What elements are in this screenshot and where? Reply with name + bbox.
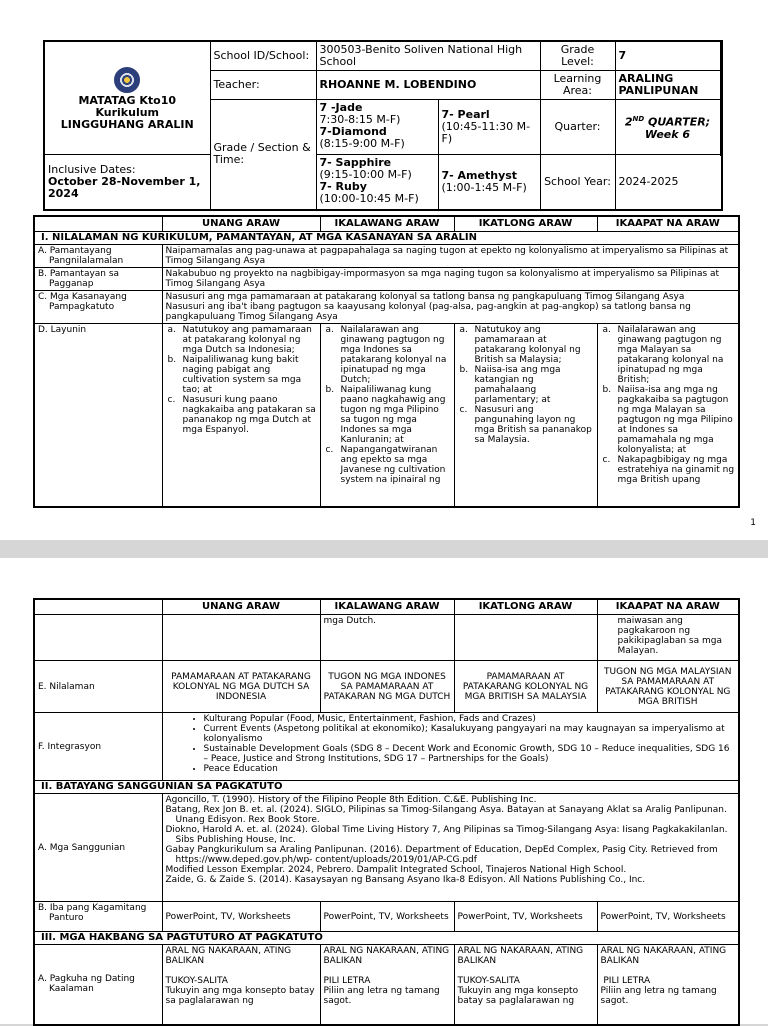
label-C: C. Mga Kasanayang Pampagkatuto — [34, 291, 162, 324]
objectives-day2-cont: mga Dutch. — [320, 615, 454, 661]
section-amethyst — [438, 155, 540, 210]
integration-item: • Peace Education — [204, 764, 736, 774]
school-label: School ID/School: — [210, 41, 316, 71]
section-time: (10:00-10:45 M-F) — [319, 192, 419, 205]
content-day1: PAMAMARAAN AT PATAKARANG KOLONYAL NG MGA DUTCH SA INDONESIA — [162, 661, 320, 713]
procedure-day1 — [162, 945, 320, 1025]
objectives-day2 — [320, 324, 454, 507]
lesson-header — [43, 40, 723, 211]
activity-title: PILI LETRA — [323, 976, 371, 986]
section-time: 7:30-8:15 M-F) — [319, 113, 401, 126]
objective-item: b. Naiisa-isa ang mga ng pagkakaiba sa pagtugon ng mga Malayan sa pagtugon ng mga Pilipino at Indones sa pamamahala ng mga kolonyalista; at — [602, 385, 733, 455]
grade-label: Grade Level: — [540, 41, 615, 71]
objectives-day3 — [454, 324, 597, 507]
procedure-heading: ARAL NG NAKARAAN, ATING BALIKAN — [600, 946, 727, 966]
section-name: 7 -Jade — [319, 101, 363, 114]
materials-day1: PowerPoint, TV, Worksheets — [162, 902, 320, 932]
reference-item: Agoncillo, T. (1990). History of the Filipino People 8th Edition. C.&E. Publishing Inc. — [165, 795, 537, 805]
col-day2: IKALAWANG ARAW — [320, 599, 454, 615]
procedure-heading: ARAL NG NAKARAAN, ATING BALIKAN — [323, 946, 450, 966]
reference-item: Modified Lesson Exemplar. 2024, Pebrero. Dampalit Integrated School, Tinajeros National High School. — [165, 865, 627, 875]
competency-1: Nasusuri ang mga pamamaraan at patakarang kolonyal sa tatlong bansa ng pangkapuluang Timog Silangang Asya — [165, 292, 685, 302]
dates-label: Inclusive Dates: — [48, 162, 136, 176]
procedure-day2 — [320, 945, 454, 1025]
activity-title: TUKOY-SALITA — [457, 976, 520, 986]
section-time: (8:15-9:00 M-F) — [319, 137, 405, 150]
label-D: D. Layunin — [34, 324, 162, 507]
objective-item: a. Natutukoy ang pamamaraan at patakarang kolonyal ng British sa Malaysia; — [459, 325, 581, 365]
objectives-day4 — [597, 324, 739, 507]
day-header-row — [34, 599, 739, 615]
competencies — [162, 291, 739, 324]
label-III-A: A. Pagkuha ng Dating Kaalaman — [34, 945, 162, 1025]
document-page-2 — [0, 558, 768, 1024]
objective-item: a. Natutukoy ang pamamaraan at patakarang kolonyal ng mga Dutch sa Indonesia; — [167, 325, 312, 355]
col-day1: UNANG ARAW — [162, 599, 320, 615]
integration-item: • Kulturang Popular (Food, Music, Entertainment, Fashion, Fads and Crazes) — [204, 714, 736, 724]
label-F: F. Integrasyon — [34, 713, 162, 781]
section-pearl — [438, 100, 540, 155]
activity-description: Tukuyin ang mga konsepto batay sa paglalarawan ng — [457, 986, 579, 1006]
activity-description: Piliin ang letra ng tamang sagot. — [323, 986, 440, 1006]
quarter-ordinal: 2 — [624, 115, 633, 129]
objective-item: b. Naipaliliwanag kung bakit naging pabigat ang cultivation system sa mga tao; at — [167, 355, 302, 395]
corner-cell — [34, 216, 162, 232]
teacher-value: RHOANNE M. LOBENDINO — [316, 71, 540, 100]
corner-cell — [34, 599, 162, 615]
objective-item: a. Nailalarawan ang ginawang pagtugon ng mga Indones sa patakarang kolonyal na ipinatupad ng mga Dutch; — [325, 325, 447, 385]
sections-jade-diamond — [316, 100, 438, 155]
objective-item: c. Nasusuri ang pangunahing layon ng mga British sa pananakop sa Malaysia. — [459, 405, 592, 445]
label-II-B: B. Iba pang Kagamitang Panturo — [34, 902, 162, 932]
content-day3: PAMAMARAAN AT PATAKARANG KOLONYAL NG MGA BRITISH SA MALAYSIA — [454, 661, 597, 713]
section-name: 7-Diamond — [319, 125, 387, 138]
objective-item: c. Nasusuri kung paano nagkakaiba ang patakaran sa pananakop ng mga Dutch at mga Espanyol. — [167, 395, 316, 435]
col-day4: IKAAPAT NA ARAW — [597, 599, 739, 615]
performance-standard: Nakabubuo ng proyekto na nagbibigay-impormasyon sa mga naging tugon sa kolonyalismo at imperyalismo sa Pilipinas at Timog Silangang Asya — [162, 268, 739, 291]
content-day2: TUGON NG MGA INDONES SA PAMAMARAAN AT PATAKARAN NG MGA DUTCH — [320, 661, 454, 713]
section-time: (1:00-1:45 M-F) — [441, 180, 527, 194]
procedure-day4 — [597, 945, 739, 1025]
procedure-day3 — [454, 945, 597, 1025]
objective-item: c. Napangangatwiranan ang epekto sa mga Javanese ng cultivation system na ipinairal ng — [325, 445, 446, 485]
quarter-week: Week 6 — [644, 127, 691, 141]
deped-seal-icon — [114, 67, 140, 93]
quarter-sup: ND — [632, 115, 645, 124]
section-III-title: III. MGA HAKBANG SA PAGTUTURO AT PAGKATUTO — [34, 932, 739, 945]
section-II-title: II. BATAYANG SANGGUNIAN SA PAGKATUTO — [34, 781, 739, 794]
materials-day3: PowerPoint, TV, Worksheets — [454, 902, 597, 932]
quarter-label: Quarter: — [540, 100, 615, 155]
section-name: 7- Sapphire — [319, 156, 392, 169]
integration — [162, 713, 739, 781]
section-name: 7- Amethyst — [441, 168, 518, 182]
col-day2: IKALAWANG ARAW — [320, 216, 454, 232]
sections-sapphire-ruby — [316, 155, 438, 210]
activity-description: Tukuyin ang mga konsepto batay sa paglalarawan ng — [165, 986, 315, 1006]
org-title: MATATAG Kto10 Kurikulum LINGGUHANG ARALIN — [60, 94, 194, 131]
col-day3: IKATLONG ARAW — [454, 599, 597, 615]
objective-item: c. Nakapagbibigay ng mga estratehiya na ginamit ng mga British upang — [602, 455, 735, 485]
procedure-heading: ARAL NG NAKARAAN, ATING BALIKAN — [165, 946, 292, 966]
day-header-row — [34, 216, 739, 232]
section-I-title: I. NILALAMAN NG KURIKULUM, PAMANTAYAN, AT MGA KASANAYAN SA ARALIN — [34, 232, 739, 245]
col-day4: IKAAPAT NA ARAW — [597, 216, 739, 232]
year-value: 2024-2025 — [615, 155, 722, 210]
page-number: 1 — [750, 518, 756, 528]
reference-item: Batang, Rex Jon B. et. al. (2024). SIGLO, Pilipinas sa Timog-Silangang Asya. Batayan at Sanayang Aklat sa Aralig Panlipunan. Unang Edisyon. Rex Book Store. — [165, 805, 727, 825]
competency-2: Nasusuri ang iba't ibang pagtugon sa kaayusang kolonyal (pag-alsa, pag-angkin at pag-angkop) sa tatlong bansa ng pangkapuluang Timog Silangang Asya — [165, 302, 691, 322]
objective-item: b. Naiisa-isa ang mga katangian ng pamahalaang parlamentary; at — [459, 365, 561, 405]
activity-title: TUKOY-SALITA — [165, 976, 228, 986]
objective-item: a. Nailalarawan ang ginawang pagtugon ng mga Malayan sa patakarang kolonyal na ipinatupad ng mga British; — [602, 325, 724, 385]
section-label: Grade / Section & Time: — [210, 100, 316, 210]
content-standard: Naipamamalas ang pag-unawa at pagpapahalaga sa naging tugon at epekto ng kolonyalismo at imperyalismo sa Pilipinas at Timog Silangang Asya — [162, 245, 739, 268]
col-day3: IKATLONG ARAW — [454, 216, 597, 232]
objectives-day4-cont: maiwasan ang pagkakaroon ng pakikipaglaban sa mga Malayan. — [597, 615, 739, 661]
year-label: School Year: — [540, 155, 615, 210]
reference-item: Gabay Pangkurikulum sa Araling Panlipunan. (2016). Department of Education, DepEd Complex, Pasig City. Retrieved from https://www.deped.gov.ph/wp- content/uploads/2019/01/AP-CG.pdf — [165, 845, 718, 865]
label-A: A. Pamantayang Pangnilalamalan — [34, 245, 162, 268]
procedure-heading: ARAL NG NAKARAAN, ATING BALIKAN — [457, 946, 584, 966]
references — [162, 794, 739, 902]
activity-title: PILI LETRA — [600, 976, 651, 986]
activity-description: Piliin ang letra ng tamang sagot. — [600, 986, 717, 1006]
materials-day4: PowerPoint, TV, Worksheets — [597, 902, 739, 932]
area-value: ARALING PANLIPUNAN — [615, 71, 720, 100]
materials-day2: PowerPoint, TV, Worksheets — [320, 902, 454, 932]
integration-item: • Sustainable Development Goals (SDG 8 – Decent Work and Economic Growth, SDG 10 – Reduce inequalities, SDG 16 – Peace, Justice and Strong Institutions, SDG 17 – Partnerships for the Goals) — [204, 744, 736, 764]
reference-item: Zaide, G. & Zaide S. (2014). Kasaysayan ng Bansang Asyano Ika-8 Edisyon. All Nations Publishing Co., Inc. — [165, 875, 646, 885]
label-B: B. Pamantayan sa Pagganap — [34, 268, 162, 291]
integration-item: • Current Events (Aspetong politikal at ekonomiko); Kasalukuyang pangyayari na may kaugnayan sa imperyalismo at kolonyalismo — [204, 724, 736, 744]
objective-item: b. Naipaliliwanag kung paano nagkahawig ang tugon ng mga Pilipino sa tugon ng mga Indones sa mga Kanluranin; at — [325, 385, 446, 445]
school-value: 300503-Benito Soliven National High School — [316, 41, 540, 71]
label-II-A: A. Mga Sanggunian — [34, 794, 162, 902]
section-time: (9:15-10:00 M-F) — [319, 168, 412, 181]
section-name: 7- Ruby — [319, 180, 367, 193]
teacher-label: Teacher: — [210, 71, 316, 100]
dates-cell — [44, 155, 210, 210]
lesson-table-part1 — [33, 215, 740, 508]
header-org-cell — [44, 41, 210, 155]
dates-value: October 28-November 1, 2024 — [48, 174, 201, 200]
section-time: (10:45-11:30 M-F) — [441, 120, 531, 145]
objectives-day1 — [162, 324, 320, 507]
quarter-value — [615, 100, 720, 155]
grade-value: 7 — [615, 41, 720, 71]
label-E: E. Nilalaman — [34, 661, 162, 713]
reference-item: Diokno, Harold A. et. al. (2024). Global Time Living History 7, Ang Pilipinas sa Timog-Silangang Asya: Iisang Pagkakakilanlan. Sibs Publishing House, Inc. — [165, 825, 728, 845]
col-day1: UNANG ARAW — [162, 216, 320, 232]
content-day4: TUGON NG MGA MALAYSIAN SA PAMAMARAAN AT PATAKARANG KOLONYAL NG MGA BRITISH — [597, 661, 739, 713]
quarter-rest: QUARTER; — [644, 115, 711, 129]
section-name: 7- Pearl — [441, 108, 490, 121]
area-label: Learning Area: — [540, 71, 615, 100]
lesson-table-part2 — [33, 598, 740, 1026]
